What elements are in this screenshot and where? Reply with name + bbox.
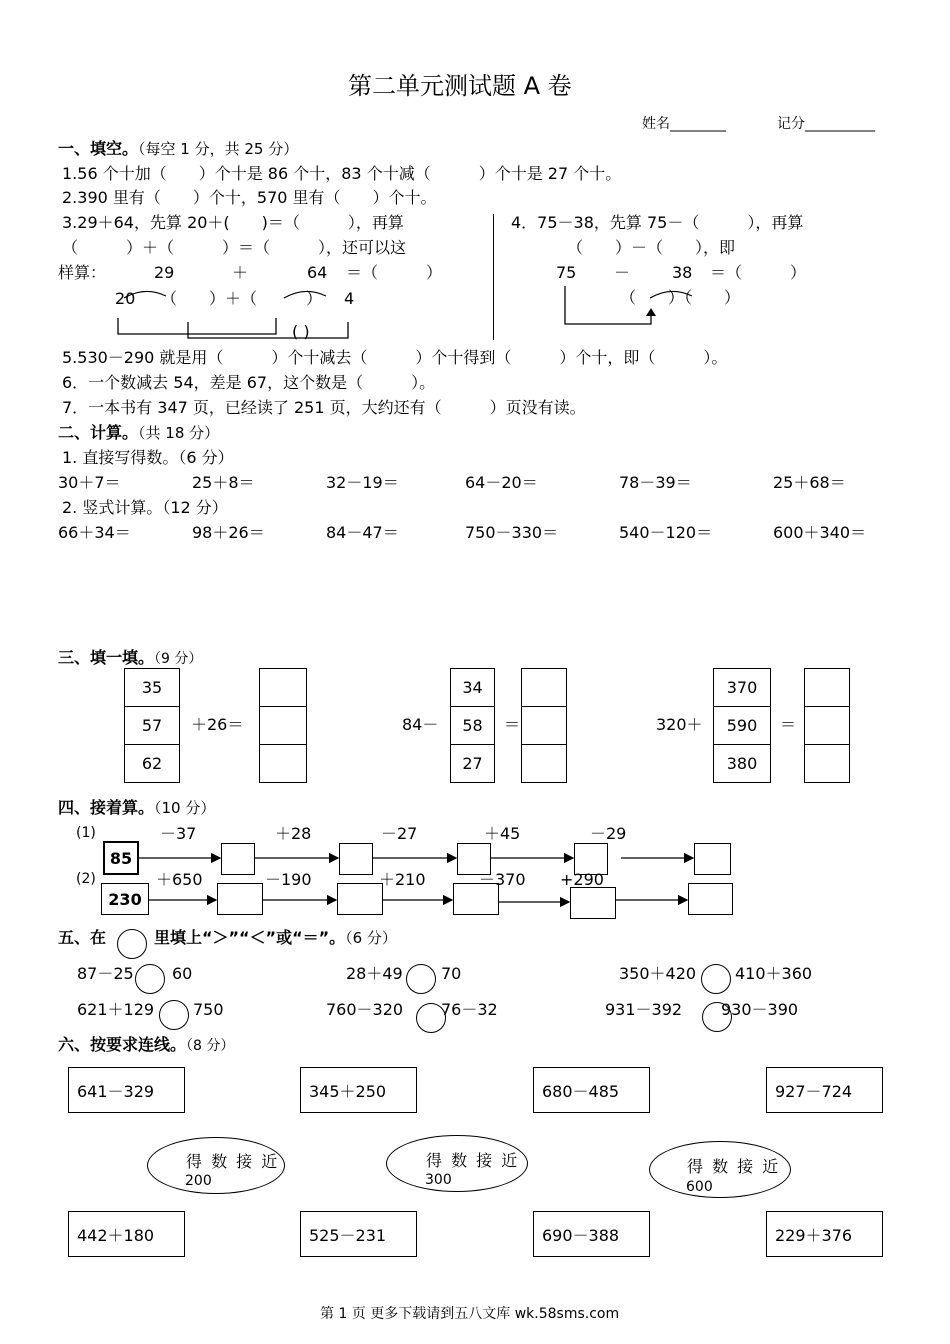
compare-right: 76－32 (441, 1000, 498, 1019)
oral-calc-3: 32－19＝ (326, 473, 399, 492)
q3-split-close: ） (306, 289, 323, 308)
oral-calc-1: 30＋7＝ (58, 473, 121, 492)
compare-left: 87－25 (77, 964, 134, 983)
chain-2-label: (2) (76, 871, 96, 887)
fill-table-1-operation: ＋26＝ (191, 715, 244, 734)
q3-bracket-blank: ( ) (292, 322, 310, 341)
q3-split-b: 4 (344, 289, 355, 308)
q4-result-blank: ＝（ ） (710, 263, 807, 282)
fill-table-2-cell: 27 (450, 744, 495, 783)
expression-box-bottom[interactable]: 525－231 (300, 1211, 417, 1257)
chain-1-op: －29 (590, 824, 627, 843)
compare-left: 931－392 (605, 1000, 683, 1019)
oral-calc-4: 64－20＝ (465, 473, 538, 492)
q3-number-a: 29 (154, 263, 175, 282)
compare-right: 70 (441, 964, 462, 983)
expression-box-top[interactable]: 680－485 (533, 1067, 650, 1113)
fill-table-1-cell: 35 (124, 668, 180, 707)
section-1-heading: 一、填空。（每空 1 分，共 25 分） (58, 139, 299, 158)
chain-2-op: ＋210 (379, 870, 426, 889)
section-2-heading: 二、计算。（共 18 分） (58, 423, 220, 442)
target-oval-label: 得 数 接 近 (687, 1157, 781, 1176)
fill-table-2-cell: 58 (450, 706, 495, 745)
q4-minus-sign: － (614, 263, 631, 282)
fill-table-3-prefix: 320＋ (656, 715, 703, 734)
expression-box-bottom[interactable]: 229＋376 (766, 1211, 883, 1257)
fill-table-3-cell: 380 (713, 744, 771, 783)
chain-1-label: (1) (76, 825, 96, 841)
vertical-calc-1: 66＋34＝ (58, 523, 131, 542)
section-3-heading: 三、填一填。（9 分） (58, 648, 203, 667)
chain-1-op: －27 (381, 824, 418, 843)
fill-table-1-cell: 62 (124, 744, 180, 783)
question-1-3-line3: 样算： (58, 263, 107, 282)
compare-left: 621＋129 (77, 1000, 155, 1019)
score-field-label: 记分__________ (777, 116, 875, 132)
vertical-calc-6: 600＋340＝ (773, 523, 867, 542)
chain-2-op: －370 (479, 870, 526, 889)
q3-number-b: 64 (307, 263, 328, 282)
q4-number-a: 75 (556, 263, 577, 282)
compare-circle[interactable] (701, 964, 731, 994)
target-oval-value: 300 (425, 1172, 452, 1188)
section-5-heading-a: 五、在 (58, 928, 107, 947)
section-2-sub2: 2. 竖式计算。（12 分） (62, 498, 228, 517)
question-1-4-line2: （ ）－（ ），即 (567, 238, 736, 257)
compare-right: 410＋360 (735, 964, 813, 983)
page-footer: 第 1 页 更多下载请到五八文库 wk.58sms.com (320, 1306, 620, 1322)
q4-number-b: 38 (672, 263, 693, 282)
question-1-2: 2.390 里有（ ）个十，570 里有（ ）个十。 (62, 188, 437, 207)
compare-right: 750 (193, 1000, 224, 1019)
fill-table-3-equals: ＝ (780, 715, 797, 734)
fill-table-2-cell: 34 (450, 668, 495, 707)
q4-split-blanks: （ ）（ ） (620, 288, 741, 307)
expression-box-top[interactable]: 927－724 (766, 1067, 883, 1113)
compare-left: 760－320 (326, 1000, 404, 1019)
question-1-4-line1: 4．75－38，先算 75－（ ），再算 (511, 213, 804, 232)
fill-table-1-cell: 57 (124, 706, 180, 745)
expression-box-bottom[interactable]: 690－388 (533, 1211, 650, 1257)
chain-2-op: +290 (560, 870, 604, 889)
compare-left: 28＋49 (346, 964, 403, 983)
compare-circle[interactable] (159, 1000, 189, 1030)
question-1-1: 1.56 个十加（ ）个十是 86 个十，83 个十减（ ）个十是 27 个十。 (62, 164, 622, 183)
vertical-calc-3: 84－47＝ (326, 523, 399, 542)
chain-2-op: －190 (265, 870, 312, 889)
fill-table-3-cell: 370 (713, 668, 771, 707)
oral-calc-5: 78－39＝ (619, 473, 692, 492)
page-title: 第二单元测试题 A 卷 (348, 72, 572, 100)
q3-split-a: 20 (115, 289, 136, 308)
target-oval-value: 200 (185, 1173, 212, 1189)
expression-box-bottom[interactable]: 442＋180 (68, 1211, 185, 1257)
compare-right: 930－390 (721, 1000, 799, 1019)
section-4-heading: 四、接着算。（10 分） (58, 798, 216, 817)
chain-1-op: －37 (160, 824, 197, 843)
fill-table-2-equals: ＝ (504, 715, 521, 734)
q3-result-blank: ＝（ ） (346, 263, 443, 282)
chain-1-start-box: 85 (103, 841, 139, 875)
compare-right: 60 (172, 964, 193, 983)
question-1-3-line1: 3.29＋64，先算 20＋( )＝（ ），再算 (62, 213, 404, 232)
question-1-6: 6．一个数减去 54，差是 67，这个数是（ ）。 (62, 373, 436, 392)
vertical-calc-4: 750－330＝ (465, 523, 559, 542)
compare-circle[interactable] (406, 964, 436, 994)
question-1-5: 5.530－290 就是用（ ）个十减去（ ）个十得到（ ）个十，即（ ）。 (62, 348, 728, 367)
expression-box-top[interactable]: 345＋250 (300, 1067, 417, 1113)
chain-1-op: ＋45 (484, 824, 521, 843)
chain-2-op: ＋650 (156, 870, 203, 889)
section-6-heading: 六、按要求连线。（8 分） (58, 1035, 235, 1054)
oral-calc-2: 25＋8＝ (192, 473, 255, 492)
q3-plus-sign: ＋ (232, 263, 249, 282)
target-oval-value: 600 (686, 1179, 713, 1195)
vertical-calc-2: 98＋26＝ (192, 523, 265, 542)
section-5-heading-b: 里填上“＞”“＜”或“＝”。（6 分） (154, 928, 397, 947)
compare-left: 350＋420 (619, 964, 697, 983)
target-oval-label: 得 数 接 近 (426, 1151, 520, 1170)
question-1-7: 7．一本书有 347 页，已经读了 251 页，大约还有（ ）页没有读。 (62, 398, 586, 417)
q3-split-middle: （ ）＋（ (161, 289, 258, 308)
oral-calc-6: 25＋68＝ (773, 473, 846, 492)
name-field-label: 姓名________ (642, 116, 726, 132)
expression-box-top[interactable]: 641－329 (68, 1067, 185, 1113)
chain-1-op: ＋28 (275, 824, 312, 843)
fill-table-2-prefix: 84－ (402, 715, 439, 734)
vertical-calc-5: 540－120＝ (619, 523, 713, 542)
fill-table-3-cell: 590 (713, 706, 771, 745)
target-oval-label: 得 数 接 近 (186, 1152, 280, 1171)
compare-circle[interactable] (135, 964, 165, 994)
section-2-sub1: 1. 直接写得数。（6 分） (62, 448, 234, 467)
circle-icon (117, 929, 147, 959)
chain-2-start-box: 230 (101, 883, 149, 915)
question-1-3-line2: （ ）＋（ ）＝（ ），还可以这 (62, 238, 407, 257)
